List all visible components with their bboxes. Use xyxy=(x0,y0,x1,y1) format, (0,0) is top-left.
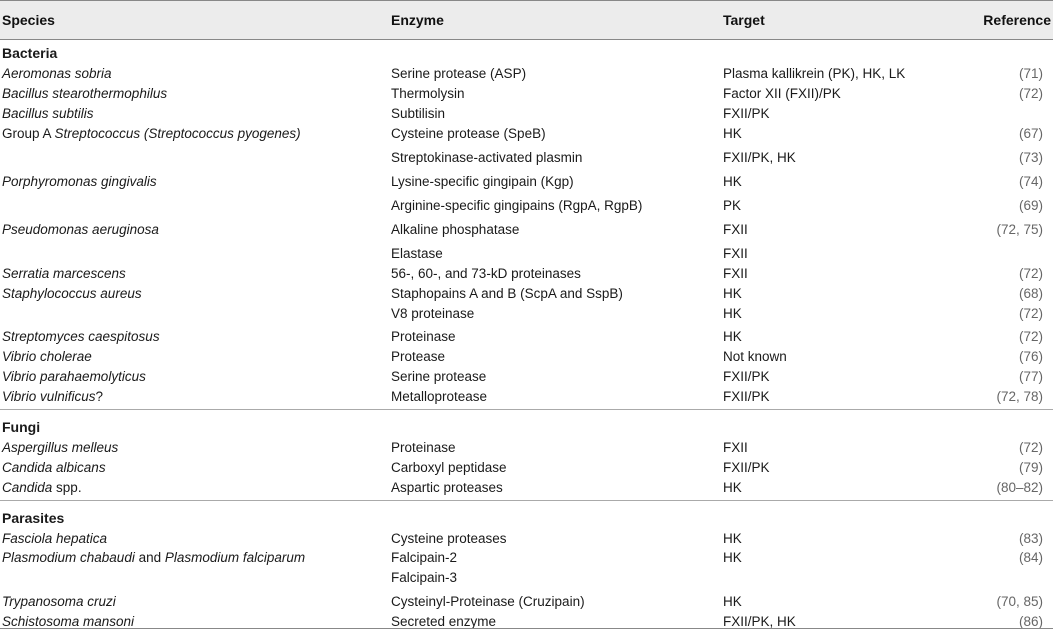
target-cell: FXII xyxy=(723,246,748,261)
table-header xyxy=(0,0,1053,40)
reference-cell: (77) xyxy=(1018,369,1043,384)
target-cell: Not known xyxy=(723,349,787,364)
species-cell xyxy=(2,439,118,457)
species-cell xyxy=(2,368,146,386)
enzyme-cell: Alkaline phosphatase xyxy=(391,222,520,237)
species-name: Bacillus stearothermophilus xyxy=(2,86,168,101)
species-cell xyxy=(2,593,116,611)
enzyme-cell: Staphopains A and B (ScpA and SspB) xyxy=(391,286,623,301)
target-cell: FXII/PK xyxy=(723,389,770,404)
enzyme-cell: Aspartic proteases xyxy=(391,480,503,495)
enzyme-cell: Protease xyxy=(391,349,446,364)
species-connector: and xyxy=(134,550,165,565)
species-cell xyxy=(2,125,301,143)
target-cell: FXII xyxy=(723,222,748,237)
header-species: Species xyxy=(2,12,55,28)
target-cell: HK xyxy=(723,174,742,189)
species-name: Streptococcus (Streptococcus pyogenes) xyxy=(54,126,301,141)
enzyme-cell: Carboxyl peptidase xyxy=(391,460,507,475)
species-cell xyxy=(2,65,112,83)
enzyme-cell: Subtilisin xyxy=(391,106,446,121)
enzyme-cell: 56-, 60-, and 73-kD proteinases xyxy=(391,266,581,281)
target-cell: PK xyxy=(723,198,742,213)
species-name: Fasciola hepatica xyxy=(2,531,108,546)
species-name: Streptomyces caespitosus xyxy=(2,329,160,344)
enzyme-cell: Thermolysin xyxy=(391,86,465,101)
species-suffix: ? xyxy=(95,389,104,404)
reference-cell: (80–82) xyxy=(996,480,1043,495)
species-name: Pseudomonas aeruginosa xyxy=(2,222,159,237)
target-cell: HK xyxy=(723,531,742,546)
species-cell xyxy=(2,285,142,303)
species-name: Candida albicans xyxy=(2,460,106,475)
section-divider xyxy=(0,500,1053,501)
species-cell xyxy=(2,479,82,497)
target-cell: FXII/PK, HK xyxy=(723,614,796,629)
species-name: Staphylococcus aureus xyxy=(2,286,142,301)
header-target: Target xyxy=(723,12,765,28)
species-cell xyxy=(2,221,159,239)
target-cell: FXII xyxy=(723,440,748,455)
species-cell xyxy=(2,530,107,548)
reference-cell: (72) xyxy=(1018,306,1043,321)
enzyme-cell: Cysteinyl-Proteinase (Cruzipain) xyxy=(391,594,585,609)
species-cell xyxy=(2,328,160,346)
header-enzyme: Enzyme xyxy=(391,12,444,28)
enzyme-cell: Falcipain-2 xyxy=(391,550,458,565)
enzyme-cell: Serine protease xyxy=(391,369,487,384)
enzyme-cell: Falcipain-3 xyxy=(391,570,458,585)
reference-cell: (72) xyxy=(1018,440,1043,455)
species-name: Schistosoma mansoni xyxy=(2,614,135,629)
enzyme-cell: Elastase xyxy=(391,246,443,261)
target-cell: HK xyxy=(723,126,742,141)
target-cell: FXII/PK xyxy=(723,460,770,475)
enzyme-cell: Cysteine proteases xyxy=(391,531,507,546)
reference-cell: (71) xyxy=(1018,66,1043,81)
reference-cell: (70, 85) xyxy=(996,594,1043,609)
target-cell: FXII xyxy=(723,266,748,281)
enzyme-cell: Proteinase xyxy=(391,440,456,455)
target-cell: HK xyxy=(723,550,742,565)
enzyme-cell: Secreted enzyme xyxy=(391,614,497,629)
species-name: Aeromonas sobria xyxy=(2,66,112,81)
species-cell xyxy=(2,348,92,366)
header-reference: Reference xyxy=(983,12,1051,28)
reference-cell: (72) xyxy=(1018,86,1043,101)
reference-cell: (83) xyxy=(1018,531,1043,546)
enzyme-cell: Serine protease (ASP) xyxy=(391,66,527,81)
target-cell: HK xyxy=(723,594,742,609)
species-cell xyxy=(2,173,157,191)
target-cell: HK xyxy=(723,329,742,344)
reference-cell: (86) xyxy=(1018,614,1043,629)
reference-cell: (72) xyxy=(1018,329,1043,344)
species-cell xyxy=(2,105,94,123)
section-title: Parasites xyxy=(2,510,65,526)
enzyme-cell: Proteinase xyxy=(391,329,456,344)
species-cell xyxy=(2,85,167,103)
species-name: Vibrio cholerae xyxy=(2,349,92,364)
reference-cell: (74) xyxy=(1018,174,1043,189)
target-cell: HK xyxy=(723,480,742,495)
species-name: Plasmodium chabaudi xyxy=(2,550,135,565)
species-name: Trypanosoma cruzi xyxy=(2,594,116,609)
reference-cell: (72) xyxy=(1018,266,1043,281)
species-name: Aspergillus melleus xyxy=(2,440,119,455)
target-cell: FXII/PK, HK xyxy=(723,150,796,165)
section-title: Fungi xyxy=(2,419,41,435)
enzyme-cell: Metalloprotease xyxy=(391,389,488,404)
species-cell xyxy=(2,549,305,567)
enzyme-cell: Cysteine protease (SpeB) xyxy=(391,126,546,141)
target-cell: HK xyxy=(723,286,742,301)
enzyme-cell: Streptokinase-activated plasmin xyxy=(391,150,583,165)
enzyme-cell: Arginine-specific gingipains (RgpA, RgpB) xyxy=(391,198,643,213)
species-prefix: Group A xyxy=(2,126,55,141)
section-title: Bacteria xyxy=(2,45,58,61)
enzyme-cell: Lysine-specific gingipain (Kgp) xyxy=(391,174,574,189)
reference-cell: (72, 75) xyxy=(996,222,1043,237)
species-name: Candida xyxy=(2,480,53,495)
target-cell: FXII/PK xyxy=(723,369,770,384)
reference-cell: (72, 78) xyxy=(996,389,1043,404)
reference-cell: (69) xyxy=(1018,198,1043,213)
section-divider xyxy=(0,409,1053,410)
target-cell: Plasma kallikrein (PK), HK, LK xyxy=(723,66,906,81)
enzyme-cell: V8 proteinase xyxy=(391,306,475,321)
reference-cell: (84) xyxy=(1018,550,1043,565)
reference-cell: (68) xyxy=(1018,286,1043,301)
species-suffix: spp. xyxy=(52,480,82,495)
species-name: Vibrio parahaemolyticus xyxy=(2,369,146,384)
target-cell: HK xyxy=(723,306,742,321)
species-cell xyxy=(2,388,103,406)
reference-cell: (79) xyxy=(1018,460,1043,475)
reference-cell: (67) xyxy=(1018,126,1043,141)
species-name: Vibrio vulnificus xyxy=(2,389,96,404)
species-cell xyxy=(2,265,126,283)
species-cell xyxy=(2,459,106,477)
target-cell: FXII/PK xyxy=(723,106,770,121)
species-name: Serratia marcescens xyxy=(2,266,126,281)
reference-cell: (76) xyxy=(1018,349,1043,364)
species-name: Plasmodium falciparum xyxy=(164,550,306,565)
species-name: Porphyromonas gingivalis xyxy=(2,174,157,189)
target-cell: Factor XII (FXII)/PK xyxy=(723,86,841,101)
reference-cell: (73) xyxy=(1018,150,1043,165)
species-name: Bacillus subtilis xyxy=(2,106,94,121)
